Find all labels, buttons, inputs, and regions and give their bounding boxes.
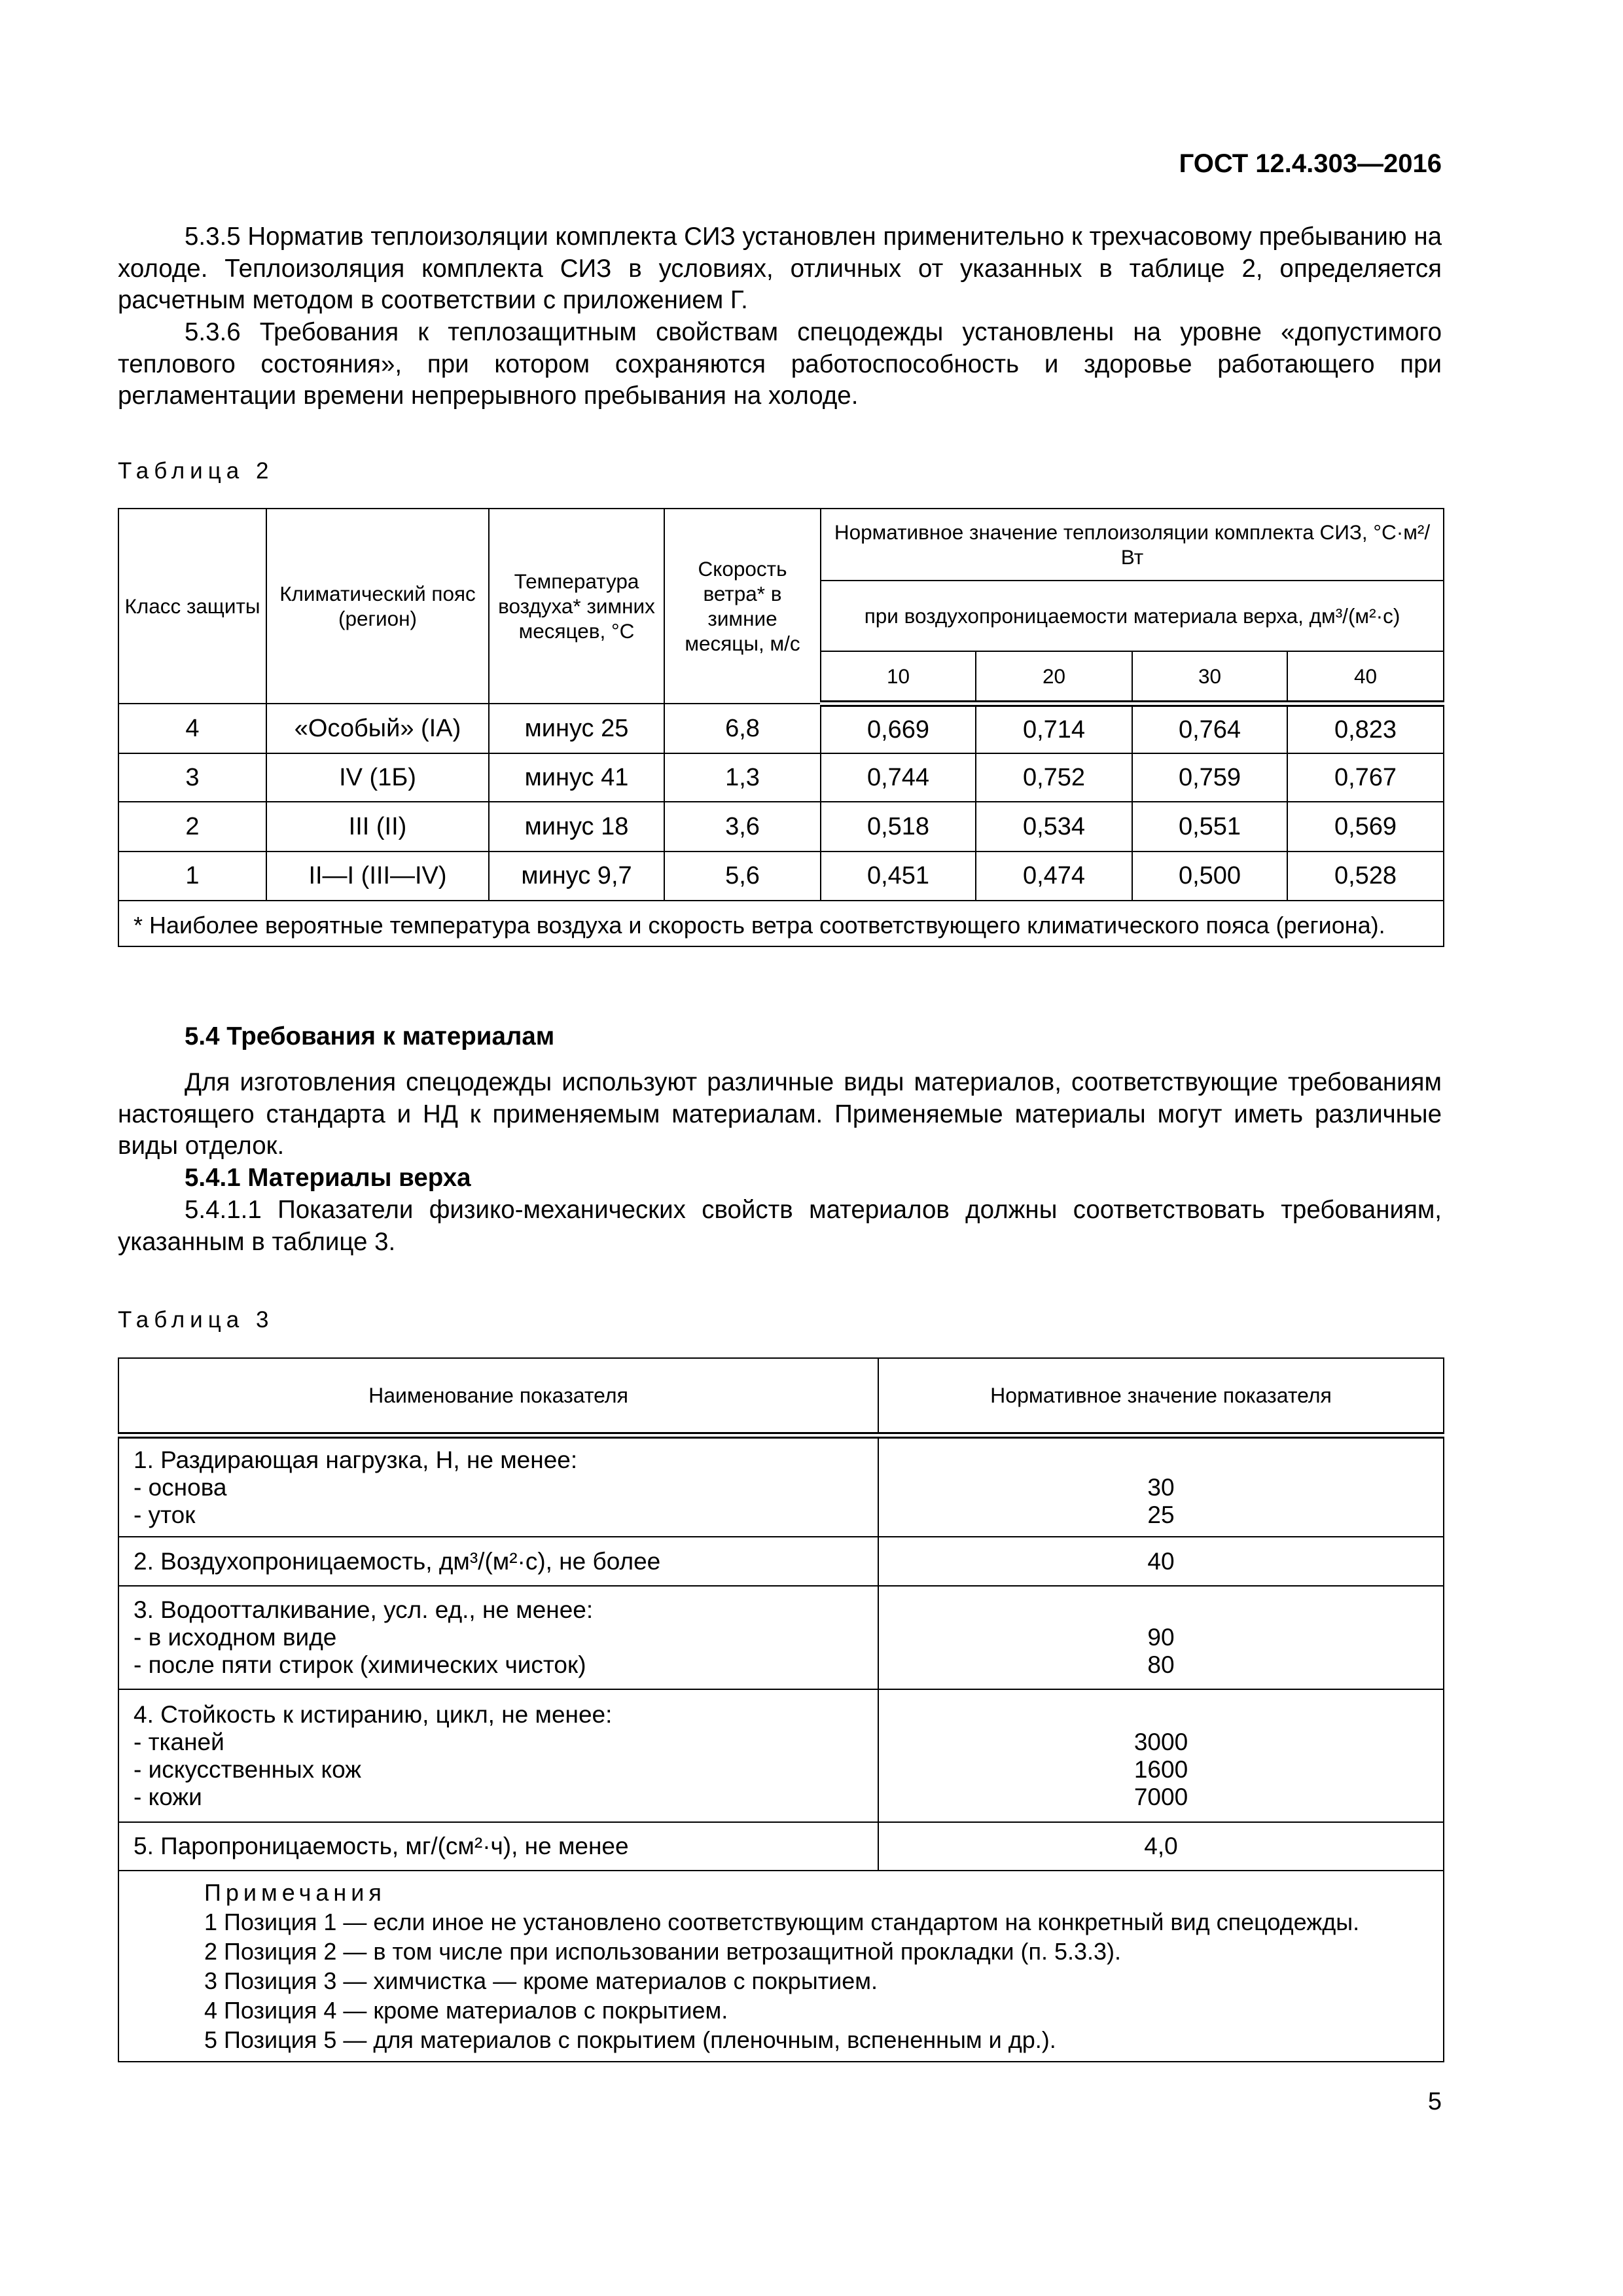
table-cell: 5,6 <box>664 852 821 901</box>
value-line: 3000 <box>1133 1728 1188 1755</box>
table-cell: 0,534 <box>976 802 1132 852</box>
table-cell: 2 <box>118 802 266 852</box>
indicator-line: - основа <box>134 1473 227 1501</box>
paragraph-5-4-1-1: 5.4.1.1 Показатели физико-механических свойств материалов должны соответствовать требованиям, указанным в таблице 3. <box>118 1196 1442 1256</box>
table-cell: III (II) <box>266 802 489 852</box>
table-cell: 1 <box>118 852 266 901</box>
section-5-4-1-heading: 5.4.1 Материалы верха <box>185 1164 471 1192</box>
indicator-line: - тканей <box>134 1728 224 1755</box>
indicator-line: 1. Раздирающая нагрузка, Н, не менее: <box>134 1446 578 1473</box>
table-cell: 1,3 <box>664 753 821 802</box>
header-perm-10: 10 <box>821 651 976 704</box>
table-2 <box>118 508 1444 947</box>
table-cell: минус 9,7 <box>489 852 664 901</box>
value-line <box>884 1701 1438 1729</box>
header-norm: Нормативное значение теплоизоляции комплекта СИЗ, °С·м²/Вт <box>821 509 1444 581</box>
paragraph-5-3-5: 5.3.5 Норматив теплоизоляции комплекта СИЗ установлен применительно к трехчасовому пребыванию на холоде. Теплоизоляция комплекта СИЗ в условиях, отличных от указанных в таблице 2, определяется расчетным методом в соответствии с приложением Г. <box>118 223 1442 314</box>
value-line <box>884 1446 1438 1474</box>
table-row <box>118 753 1444 802</box>
header-temp: Температура воздуха* зимних месяцев, °С <box>489 509 664 704</box>
table-3 <box>118 1357 1444 2062</box>
value-line: 80 <box>1147 1651 1175 1678</box>
table-cell: 0,759 <box>1132 753 1287 802</box>
header-class: Класс защиты <box>118 509 266 704</box>
value-line: 90 <box>1147 1624 1175 1651</box>
note-item: 3 Позиция 3 — химчистка — кроме материалов с покрытием. <box>204 1967 878 1994</box>
indicator-name <box>118 1537 878 1586</box>
table-cell: 0,474 <box>976 852 1132 901</box>
table-2-footnote: * Наиболее вероятные температура воздуха и скорость ветра соответствующего климатического пояса (региона). <box>118 901 1444 946</box>
indicator-value <box>878 1537 1444 1586</box>
table-cell: минус 25 <box>489 704 664 753</box>
header-wind: Скорость ветра* в зимние месяцы, м/с <box>664 509 821 704</box>
value-line: 1600 <box>1133 1755 1188 1783</box>
table-cell: 0,823 <box>1287 704 1444 753</box>
table-row <box>118 1537 1444 1586</box>
table-3-caption: Таблица 3 <box>118 1307 274 1333</box>
table-cell: 0,528 <box>1287 852 1444 901</box>
table-cell: 0,518 <box>821 802 976 852</box>
table-cell: IV (1Б) <box>266 753 489 802</box>
indicator-name <box>118 1435 878 1537</box>
section-5-4-heading: 5.4 Требования к материалам <box>185 1022 555 1050</box>
value-line <box>884 1596 1438 1624</box>
document-code: ГОСТ 12.4.303—2016 <box>1179 149 1442 178</box>
indicator-line: 4. Стойкость к истиранию, цикл, не менее: <box>134 1700 613 1728</box>
table-cell: 0,714 <box>976 704 1132 753</box>
table-cell: 0,500 <box>1132 852 1287 901</box>
header-zone: Климатический пояс (регион) <box>266 509 489 704</box>
indicator-name <box>118 1822 878 1871</box>
indicator-value <box>878 1822 1444 1871</box>
paragraph-5-4: Для изготовления спецодежды используют различные виды материалов, соответствующие требованиям настоящего стандарта и НД к применяемым материалам. Применяемые материалы могут иметь различные виды отделок. <box>118 1068 1442 1160</box>
table-cell: 0,767 <box>1287 753 1444 802</box>
value-line: 40 <box>1147 1547 1175 1575</box>
header-perm-40: 40 <box>1287 651 1444 704</box>
paragraph-5-3-6: 5.3.6 Требования к теплозащитным свойствам спецодежды установлены на уровне «допустимого теплового состояния», при котором сохраняются работоспособность и здоровье работающего при регламентации времени непрерывного пребывания на холоде. <box>118 318 1442 410</box>
note-item: 2 Позиция 2 — в том числе при использовании ветрозащитной прокладки (п. 5.3.3). <box>204 1938 1122 1965</box>
table-cell: 0,451 <box>821 852 976 901</box>
table-row <box>118 852 1444 901</box>
header-permeability: при воздухопроницаемости материала верха, дм³/(м²·с) <box>821 581 1444 651</box>
table-row <box>118 1586 1444 1689</box>
value-line: 7000 <box>1133 1783 1188 1810</box>
indicator-name <box>118 1586 878 1689</box>
indicator-name <box>118 1689 878 1822</box>
table-cell: 6,8 <box>664 704 821 753</box>
header-indicator-value: Нормативное значение показателя <box>878 1358 1444 1435</box>
indicator-value <box>878 1435 1444 1537</box>
value-line: 30 <box>1147 1473 1175 1501</box>
table-cell: 3 <box>118 753 266 802</box>
value-line: 4,0 <box>1144 1833 1178 1859</box>
table-row <box>118 1689 1444 1822</box>
table-cell: 0,764 <box>1132 704 1287 753</box>
table-cell: «Особый» (IA) <box>266 704 489 753</box>
table-cell: 3,6 <box>664 802 821 852</box>
table-cell: минус 41 <box>489 753 664 802</box>
note-item: 1 Позиция 1 — если иное не установлено соответствующим стандартом на конкретный вид спецодежды. <box>204 1909 1360 1935</box>
header-perm-30: 30 <box>1132 651 1287 704</box>
indicator-line: - искусственных кож <box>134 1755 361 1783</box>
indicator-value <box>878 1689 1444 1822</box>
indicator-line: - после пяти стирок (химических чисток) <box>134 1651 586 1678</box>
table-cell: минус 18 <box>489 802 664 852</box>
table-3-notes <box>118 1871 1444 2062</box>
note-item: 5 Позиция 5 — для материалов с покрытием (пленочным, вспененным и др.). <box>204 2026 1056 2053</box>
table-cell: 0,744 <box>821 753 976 802</box>
indicator-line: - уток <box>134 1501 196 1528</box>
note-item: 4 Позиция 4 — кроме материалов с покрытием. <box>204 1997 728 2024</box>
indicator-line: 2. Воздухопроницаемость, дм³/(м²·с), не более <box>134 1547 661 1575</box>
indicator-line: 5. Паропроницаемость, мг/(см²·ч), не менее <box>134 1833 629 1859</box>
table-cell: 4 <box>118 704 266 753</box>
indicator-value <box>878 1586 1444 1689</box>
indicator-line: 3. Водоотталкивание, усл. ед., не менее: <box>134 1596 594 1623</box>
table-row <box>118 704 1444 753</box>
notes-title: Примечания <box>204 1879 386 1906</box>
indicator-line: - кожи <box>134 1783 202 1810</box>
table-cell: 0,569 <box>1287 802 1444 852</box>
indicator-line: - в исходном виде <box>134 1624 337 1651</box>
table-row <box>118 802 1444 852</box>
value-line: 25 <box>1147 1501 1175 1528</box>
table-cell: 0,752 <box>976 753 1132 802</box>
table-cell: 0,551 <box>1132 802 1287 852</box>
table-row <box>118 1822 1444 1871</box>
table-cell: II—I (III—IV) <box>266 852 489 901</box>
header-perm-20: 20 <box>976 651 1132 704</box>
table-cell: 0,669 <box>821 704 976 753</box>
page-number: 5 <box>1427 2088 1442 2115</box>
table-row <box>118 1435 1444 1537</box>
header-indicator-name: Наименование показателя <box>118 1358 878 1435</box>
table-2-caption: Таблица 2 <box>118 458 274 484</box>
